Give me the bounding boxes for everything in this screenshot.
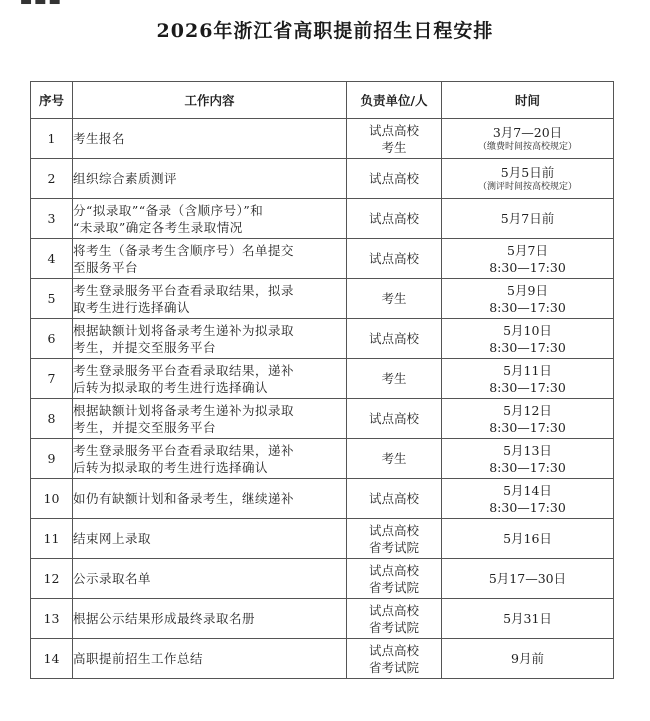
time-line: 5月10日 [503, 322, 552, 338]
work-content-line: 如仍有缺额计划和备录考生，继续递补 [73, 491, 295, 506]
responsible-unit-line: 试点高校 [368, 122, 419, 138]
time-cell [442, 479, 614, 519]
work-content-line: 考生登录服务平台查看录取结果，拟录 [73, 282, 295, 298]
time-line: 5月14日 [503, 482, 552, 498]
responsible-unit-cell [347, 319, 442, 359]
time-note: （缴费时间按高校规定） [477, 142, 577, 152]
work-content-line: “未录取”确定各考生录取情况 [73, 219, 243, 235]
responsible-unit-cell [347, 439, 442, 479]
responsible-unit-line: 省考试院 [368, 619, 419, 635]
work-content-cell [73, 319, 347, 359]
table-row [31, 199, 614, 239]
responsible-unit-line: 试点高校 [368, 211, 419, 226]
time-cell [442, 399, 614, 439]
responsible-unit-line: 考生 [381, 371, 407, 386]
work-content-line: 根据公示结果形成最终录取名册 [73, 611, 256, 626]
responsible-unit-cell [347, 639, 442, 679]
responsible-unit-line: 考生 [381, 291, 407, 306]
time-cell [442, 439, 614, 479]
table-body [31, 119, 614, 679]
time-cell [442, 599, 614, 639]
work-content-line: 考生登录服务平台查看录取结果，递补 [73, 442, 295, 458]
responsible-unit-line: 试点高校 [368, 411, 419, 426]
time-line: 5月13日 [503, 442, 552, 458]
work-content-line: 分“拟录取”“备录（含顺序号）”和 [73, 202, 264, 218]
responsible-unit-cell [347, 119, 442, 159]
responsible-unit-line: 考生 [381, 139, 407, 155]
work-content-cell [73, 199, 347, 239]
table-row [31, 359, 614, 399]
work-content-cell [73, 519, 347, 559]
responsible-unit-line: 试点高校 [368, 642, 419, 658]
responsible-unit-cell [347, 279, 442, 319]
time-line: 5月12日 [503, 402, 552, 418]
header-unit: 负责单位/人 [347, 82, 442, 119]
time-cell [442, 319, 614, 359]
table-row [31, 319, 614, 359]
time-cell [442, 159, 614, 199]
work-content-line: 考生登录服务平台查看录取结果，递补 [73, 362, 295, 378]
responsible-unit-line: 试点高校 [368, 491, 419, 506]
work-content-cell [73, 599, 347, 639]
time-line: 5月7日前 [500, 211, 555, 226]
work-content-cell [73, 559, 347, 599]
work-content-line: 结束网上录取 [73, 531, 152, 546]
responsible-unit-cell [347, 239, 442, 279]
row-number: 10 [31, 479, 73, 519]
table-row [31, 479, 614, 519]
responsible-unit-cell [347, 359, 442, 399]
table-row [31, 639, 614, 679]
table-row [31, 119, 614, 159]
time-line: 8:30—17:30 [489, 459, 566, 475]
row-number: 13 [31, 599, 73, 639]
time-cell [442, 279, 614, 319]
time-note: （测评时间按高校规定） [477, 182, 577, 192]
row-number: 1 [31, 119, 73, 159]
work-content-line: 组织综合素质测评 [73, 171, 178, 186]
time-line: 8:30—17:30 [489, 339, 566, 355]
responsible-unit-line: 试点高校 [368, 171, 419, 186]
row-number: 9 [31, 439, 73, 479]
responsible-unit-line: 试点高校 [368, 602, 419, 618]
table-row [31, 159, 614, 199]
work-content-cell [73, 439, 347, 479]
work-content-cell [73, 119, 347, 159]
time-line: 5月7日 [507, 242, 548, 258]
responsible-unit-line: 试点高校 [368, 562, 419, 578]
time-line: 8:30—17:30 [489, 499, 566, 515]
header-no: 序号 [31, 82, 73, 119]
work-content-line: 根据缺额计划将备录考生递补为拟录取 [73, 322, 295, 338]
responsible-unit-line: 省考试院 [368, 659, 419, 675]
responsible-unit-line: 试点高校 [368, 251, 419, 266]
row-number: 2 [31, 159, 73, 199]
work-content-line: 高职提前招生工作总结 [73, 651, 204, 666]
table-row [31, 439, 614, 479]
responsible-unit-cell [347, 599, 442, 639]
table-header-row [31, 82, 614, 119]
time-cell [442, 119, 614, 159]
work-content-cell [73, 279, 347, 319]
responsible-unit-line: 考生 [381, 451, 407, 466]
work-content-line: 考生，并提交至服务平台 [73, 339, 217, 355]
time-line: 3月7—20日 [492, 125, 563, 140]
row-number: 7 [31, 359, 73, 399]
responsible-unit-cell [347, 559, 442, 599]
work-content-line: 后转为拟录取的考生进行选择确认 [73, 379, 269, 395]
responsible-unit-line: 试点高校 [368, 331, 419, 346]
work-content-cell [73, 479, 347, 519]
time-line: 5月9日 [507, 282, 548, 298]
work-content-line: 公示录取名单 [73, 571, 152, 586]
attachment-label-fragment: ▬▬▬ [20, 0, 63, 9]
time-cell [442, 639, 614, 679]
row-number: 6 [31, 319, 73, 359]
time-line: 5月5日前 [500, 165, 555, 180]
row-number: 11 [31, 519, 73, 559]
responsible-unit-cell [347, 399, 442, 439]
work-content-line: 根据缺额计划将备录考生递补为拟录取 [73, 402, 295, 418]
time-line: 5月31日 [503, 611, 552, 626]
work-content-cell [73, 399, 347, 439]
responsible-unit-cell [347, 159, 442, 199]
time-line: 8:30—17:30 [489, 259, 566, 275]
time-cell [442, 359, 614, 399]
time-line: 5月17—30日 [488, 571, 567, 586]
time-line: 8:30—17:30 [489, 299, 566, 315]
time-cell [442, 239, 614, 279]
header-time: 时间 [442, 82, 614, 119]
work-content-line: 后转为拟录取的考生进行选择确认 [73, 459, 269, 475]
row-number: 14 [31, 639, 73, 679]
time-line: 8:30—17:30 [489, 379, 566, 395]
work-content-cell [73, 639, 347, 679]
work-content-line: 将考生（备录考生含顺序号）名单提交 [73, 242, 295, 258]
row-number: 4 [31, 239, 73, 279]
work-content-line: 考生报名 [73, 131, 126, 146]
responsible-unit-cell [347, 519, 442, 559]
responsible-unit-cell [347, 479, 442, 519]
header-content: 工作内容 [73, 82, 347, 119]
schedule-table [30, 81, 614, 679]
page-title: 2026年浙江省高职提前招生日程安排 [156, 20, 494, 42]
table-row [31, 519, 614, 559]
time-line: 5月11日 [503, 362, 552, 378]
time-cell [442, 519, 614, 559]
responsible-unit-cell [347, 199, 442, 239]
time-line: 5月16日 [503, 531, 552, 546]
time-line: 8:30—17:30 [489, 419, 566, 435]
table-row [31, 599, 614, 639]
work-content-cell [73, 159, 347, 199]
table-row [31, 279, 614, 319]
time-cell [442, 199, 614, 239]
responsible-unit-line: 省考试院 [368, 579, 419, 595]
work-content-line: 考生，并提交至服务平台 [73, 419, 217, 435]
table-row [31, 239, 614, 279]
table-row [31, 399, 614, 439]
row-number: 8 [31, 399, 73, 439]
row-number: 5 [31, 279, 73, 319]
responsible-unit-line: 省考试院 [368, 539, 419, 555]
row-number: 3 [31, 199, 73, 239]
work-content-line: 至服务平台 [73, 259, 139, 275]
work-content-line: 取考生进行选择确认 [73, 299, 191, 315]
row-number: 12 [31, 559, 73, 599]
work-content-cell [73, 359, 347, 399]
responsible-unit-line: 试点高校 [368, 522, 419, 538]
table-row [31, 559, 614, 599]
time-line: 9月前 [511, 651, 544, 666]
time-cell [442, 559, 614, 599]
work-content-cell [73, 239, 347, 279]
